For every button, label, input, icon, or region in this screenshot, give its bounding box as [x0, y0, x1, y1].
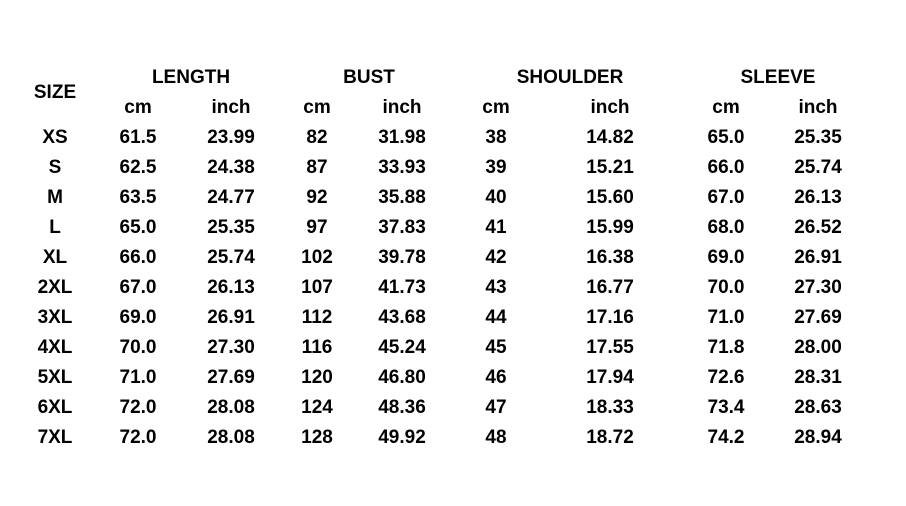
sleeve-inch-cell: 26.52	[794, 217, 842, 238]
length-cm-cell: 61.5	[119, 127, 157, 148]
shoulder-cm-cell: 48	[485, 427, 507, 448]
bust-inch-cell: 41.73	[378, 277, 426, 298]
shoulder-inch-cell: 15.21	[586, 157, 634, 178]
size-cell: XS	[42, 127, 68, 148]
length-header: LENGTH	[151, 67, 231, 88]
bust-cm-cell: 102	[301, 247, 333, 268]
length-cm-cell: 69.0	[119, 307, 157, 328]
shoulder-inch-cell: 16.38	[586, 247, 634, 268]
bust-cm-cell: 128	[301, 427, 333, 448]
shoulder-inch-cell: 17.55	[586, 337, 634, 358]
shoulder-inch-cell: 15.99	[586, 217, 634, 238]
sleeve-cm-cell: 65.0	[707, 127, 745, 148]
bust-inch-cell: 31.98	[378, 127, 426, 148]
sleeve-cm-cell: 74.2	[707, 427, 745, 448]
size-cell: M	[47, 187, 63, 208]
sleeve-cm-cell: 68.0	[707, 217, 745, 238]
size-header: SIZE	[33, 82, 77, 103]
shoulder-inch-cell: 17.16	[586, 307, 634, 328]
size-cell: 4XL	[37, 337, 73, 358]
length-inch-cell: 24.38	[207, 157, 255, 178]
sleeve-cm-cell: 70.0	[707, 277, 745, 298]
sleeve-inch-cell: 26.91	[794, 247, 842, 268]
length-inch-unit-label: inch	[211, 97, 251, 118]
length-inch-cell: 24.77	[207, 187, 255, 208]
shoulder-cm-cell: 46	[485, 367, 507, 388]
length-inch-cell: 23.99	[207, 127, 255, 148]
sleeve-inch-cell: 27.69	[794, 307, 842, 328]
shoulder-inch-cell: 14.82	[586, 127, 634, 148]
shoulder-header: SHOULDER	[516, 67, 624, 88]
bust-header: BUST	[343, 67, 395, 88]
length-inch-cell: 25.74	[207, 247, 255, 268]
bust-inch-cell: 37.83	[378, 217, 426, 238]
shoulder-inch-cell: 15.60	[586, 187, 634, 208]
shoulder-cm-cell: 45	[485, 337, 507, 358]
sleeve-inch-cell: 25.35	[794, 127, 842, 148]
shoulder-inch-cell: 18.72	[586, 427, 634, 448]
shoulder-inch-unit-label: inch	[590, 97, 630, 118]
length-inch-cell: 27.30	[207, 337, 255, 358]
bust-cm-cell: 87	[306, 157, 328, 178]
bust-cm-cell: 92	[306, 187, 328, 208]
shoulder-cm-cell: 38	[485, 127, 507, 148]
size-cell: 3XL	[37, 307, 73, 328]
sleeve-cm-cell: 71.8	[707, 337, 745, 358]
sleeve-inch-cell: 28.94	[794, 427, 842, 448]
shoulder-cm-cell: 43	[485, 277, 507, 298]
size-cell: 5XL	[37, 367, 73, 388]
length-cm-cell: 72.0	[119, 397, 157, 418]
sleeve-cm-cell: 72.6	[707, 367, 745, 388]
length-inch-cell: 26.13	[207, 277, 255, 298]
length-inch-cell: 25.35	[207, 217, 255, 238]
sleeve-cm-cell: 69.0	[707, 247, 745, 268]
length-cm-cell: 72.0	[119, 427, 157, 448]
bust-cm-cell: 120	[301, 367, 333, 388]
sleeve-inch-cell: 25.74	[794, 157, 842, 178]
bust-inch-cell: 45.24	[378, 337, 426, 358]
bust-cm-cell: 82	[306, 127, 328, 148]
size-cell: 7XL	[37, 427, 73, 448]
size-cell: L	[49, 217, 61, 238]
bust-cm-unit-label: cm	[303, 97, 331, 118]
shoulder-inch-cell: 18.33	[586, 397, 634, 418]
sleeve-inch-cell: 28.00	[794, 337, 842, 358]
sleeve-inch-unit-label: inch	[798, 97, 838, 118]
shoulder-cm-cell: 41	[485, 217, 507, 238]
length-inch-cell: 28.08	[207, 397, 255, 418]
length-inch-cell: 27.69	[207, 367, 255, 388]
sleeve-inch-cell: 26.13	[794, 187, 842, 208]
sleeve-cm-unit-label: cm	[712, 97, 740, 118]
shoulder-cm-cell: 39	[485, 157, 507, 178]
shoulder-cm-cell: 47	[485, 397, 507, 418]
bust-cm-cell: 107	[301, 277, 333, 298]
bust-cm-cell: 116	[301, 337, 333, 358]
bust-inch-cell: 48.36	[378, 397, 426, 418]
bust-cm-cell: 112	[301, 307, 333, 328]
bust-inch-cell: 35.88	[378, 187, 426, 208]
length-inch-cell: 28.08	[207, 427, 255, 448]
bust-inch-unit-label: inch	[382, 97, 422, 118]
shoulder-inch-cell: 17.94	[586, 367, 634, 388]
size-cell: 6XL	[37, 397, 73, 418]
length-cm-cell: 67.0	[119, 277, 157, 298]
bust-cm-cell: 124	[301, 397, 333, 418]
bust-inch-cell: 43.68	[378, 307, 426, 328]
length-inch-cell: 26.91	[207, 307, 255, 328]
sleeve-inch-cell: 28.63	[794, 397, 842, 418]
sleeve-inch-cell: 28.31	[794, 367, 842, 388]
bust-inch-cell: 39.78	[378, 247, 426, 268]
size-cell: S	[48, 157, 62, 178]
length-cm-cell: 63.5	[119, 187, 157, 208]
size-cell: 2XL	[37, 277, 73, 298]
sleeve-cm-cell: 73.4	[707, 397, 745, 418]
shoulder-cm-unit-label: cm	[482, 97, 510, 118]
shoulder-cm-cell: 40	[485, 187, 507, 208]
bust-inch-cell: 46.80	[378, 367, 426, 388]
bust-inch-cell: 49.92	[378, 427, 426, 448]
size-cell: XL	[42, 247, 68, 268]
length-cm-cell: 66.0	[119, 247, 157, 268]
shoulder-cm-cell: 42	[485, 247, 507, 268]
bust-cm-cell: 97	[306, 217, 328, 238]
sleeve-cm-cell: 67.0	[707, 187, 745, 208]
sleeve-cm-cell: 66.0	[707, 157, 745, 178]
bust-inch-cell: 33.93	[378, 157, 426, 178]
sleeve-header: SLEEVE	[740, 67, 816, 88]
length-cm-cell: 62.5	[119, 157, 157, 178]
length-cm-unit-label: cm	[124, 97, 152, 118]
shoulder-inch-cell: 16.77	[586, 277, 634, 298]
length-cm-cell: 71.0	[119, 367, 157, 388]
sleeve-cm-cell: 71.0	[707, 307, 745, 328]
length-cm-cell: 70.0	[119, 337, 157, 358]
sleeve-inch-cell: 27.30	[794, 277, 842, 298]
length-cm-cell: 65.0	[119, 217, 157, 238]
shoulder-cm-cell: 44	[485, 307, 507, 328]
